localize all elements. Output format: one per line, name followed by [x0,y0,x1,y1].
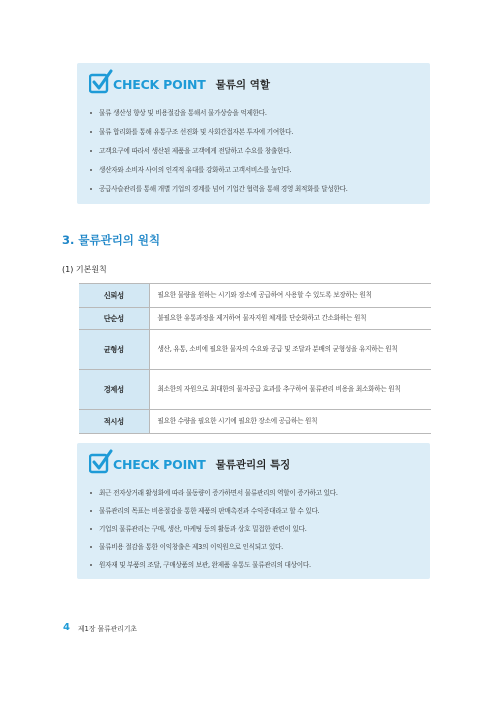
checkbox-check-icon [89,453,111,475]
page-number: 4 [63,622,70,633]
list-item: 생산자와 소비자 사이의 인격적 유대를 강화하고 고객서비스를 높인다. [89,165,422,175]
term-cell: 적시성 [79,410,149,434]
list-item: 고객요구에 따라서 생산된 제품을 고객에게 전달하고 수요를 창출한다. [89,146,422,156]
checkpoint-header [89,453,290,475]
desc-cell: 불필요한 유통과정을 제거하여 물자지원 체계를 단순화하고 간소화하는 원칙 [149,308,431,330]
list-item: 기업의 물류관리는 구매, 생산, 마케팅 등의 활동과 상호 밀접한 관련이 있다. [89,524,422,534]
checkpoint-title: 물류의 역할 [215,78,270,91]
table-row [79,410,431,434]
list-item: 물류비용 절감을 통한 이익창출은 제3의 이익원으로 인식되고 있다. [89,542,422,552]
list-item: 원자재 및 부품의 조달, 구매상품의 보관, 완제품 유통도 물류관리의 대상이다. [89,560,422,570]
term-cell: 균형성 [79,330,149,370]
section-title: 3. 물류관리의 원칙 [62,233,161,247]
list-item: 최근 전자상거래 활성화에 따라 물동량이 증가하면서 물류관리의 역할이 증가하고 있다. [89,488,422,498]
list-item: 물류관리의 목표는 비용절감을 통한 제품의 판매촉진과 수익증대라고 할 수 있다. [89,506,422,516]
term-cell: 단순성 [79,308,149,330]
table-row [79,308,431,330]
subsection-title: (1) 기본원칙 [62,265,107,274]
list-item: 공급사슬관리를 통해 개별 기업의 경계를 넘어 기업간 협력을 통해 경영 최적화를 달성한다. [89,184,422,194]
checkpoint-list [89,108,422,194]
checkpoint-box-features [77,443,430,579]
desc-cell: 생산, 유통, 소비에 필요한 물자의 수요와 공급 및 조달과 분배의 균형성을 유지하는 원칙 [149,330,431,370]
desc-cell: 최소한의 자원으로 최대한의 물자공급 효과를 추구하여 물류관리 비용을 최소화하는 원칙 [149,370,431,410]
table-row [79,330,431,370]
checkpoint-badge: CHECK POINT [113,76,206,92]
checkpoint-badge: CHECK POINT [113,456,206,472]
principles-table [79,283,431,434]
checkbox-check-icon [89,73,111,95]
checkpoint-box-role [77,63,430,204]
checkpoint-list [89,488,422,570]
desc-cell: 필요한 물량을 원하는 시기와 장소에 공급하여 사용할 수 있도록 보장하는 원칙 [149,284,431,308]
checkpoint-header [89,73,270,95]
table-row [79,284,431,308]
term-cell: 경제성 [79,370,149,410]
list-item: 물류 합리화를 통해 유통구조 선진화 및 사회간접자본 투자에 기여한다. [89,127,422,137]
table-row [79,370,431,410]
chapter-label: 제1장 물류관리기초 [77,624,137,633]
page-footer [63,622,137,633]
desc-cell: 필요한 수량을 필요한 시기에 필요한 장소에 공급하는 원칙 [149,410,431,434]
list-item: 물류 생산성 향상 및 비용절감을 통해서 물가상승을 억제한다. [89,108,422,118]
checkpoint-title: 물류관리의 특징 [215,458,291,471]
term-cell: 신뢰성 [79,284,149,308]
